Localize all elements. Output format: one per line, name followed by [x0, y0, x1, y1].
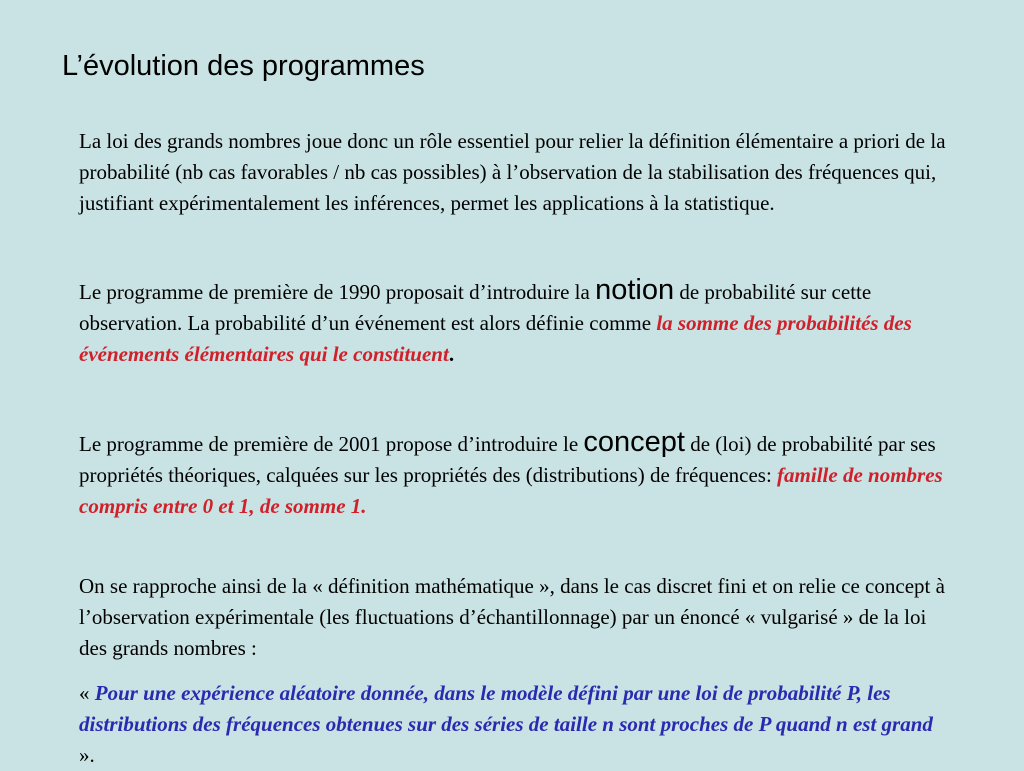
p2-highlight: la somme des probabilités des événements élémentaires qui le constituent — [79, 311, 912, 366]
p5-close-quote: ». — [79, 743, 95, 767]
keyword-concept: concept — [583, 426, 685, 458]
p2-end: . — [448, 342, 455, 366]
p2-text-middle: de probabilité sur cette observation. La probabilité d’un événement est alors définie comme — [79, 280, 872, 335]
paragraph-vulgarized-law — [79, 678, 949, 771]
p2-text-before: Le programme de première de 1990 proposait d’introduire la — [79, 280, 596, 304]
paragraph-program-2001 — [79, 427, 949, 522]
p3-text-before: Le programme de première de 2001 propose d’introduire le — [79, 432, 584, 456]
paragraph-program-1990 — [79, 275, 949, 370]
paragraph-law-of-large-numbers: La loi des grands nombres joue donc un rôle essentiel pour relier la définition élémentaire a priori de la probabilité (nb cas favorables / nb cas possibles) à l’observation de la stabilisation des fréquences qui, justifiant expérimentalement les inférences, permet les applications à la statistique. — [79, 129, 946, 215]
p3-text-middle: de (loi) de probabilité par ses propriétés théoriques, calquées sur les propriétés des (distributions) de fréquences: — [79, 432, 936, 487]
p5-quote: Pour une expérience aléatoire donnée, dans le modèle défini par une loi de probabilité P, les distributions des fréquences obtenues sur des séries de taille n sont proches de P quand n est grand — [79, 681, 933, 736]
paragraph-definition: On se rapproche ainsi de la « définition mathématique », dans le cas discret fini et on relie ce concept à l’observation expérimentale (les fluctuations d’échantillonnage) par un énoncé « vulgarisé » de la loi des grands nombres : — [79, 574, 945, 660]
slide-title: L’évolution des programmes — [62, 50, 425, 82]
p5-open-quote: « — [79, 681, 95, 705]
p3-highlight: famille de nombres compris entre 0 et 1, de somme 1. — [79, 463, 943, 518]
keyword-notion: notion — [595, 274, 675, 306]
